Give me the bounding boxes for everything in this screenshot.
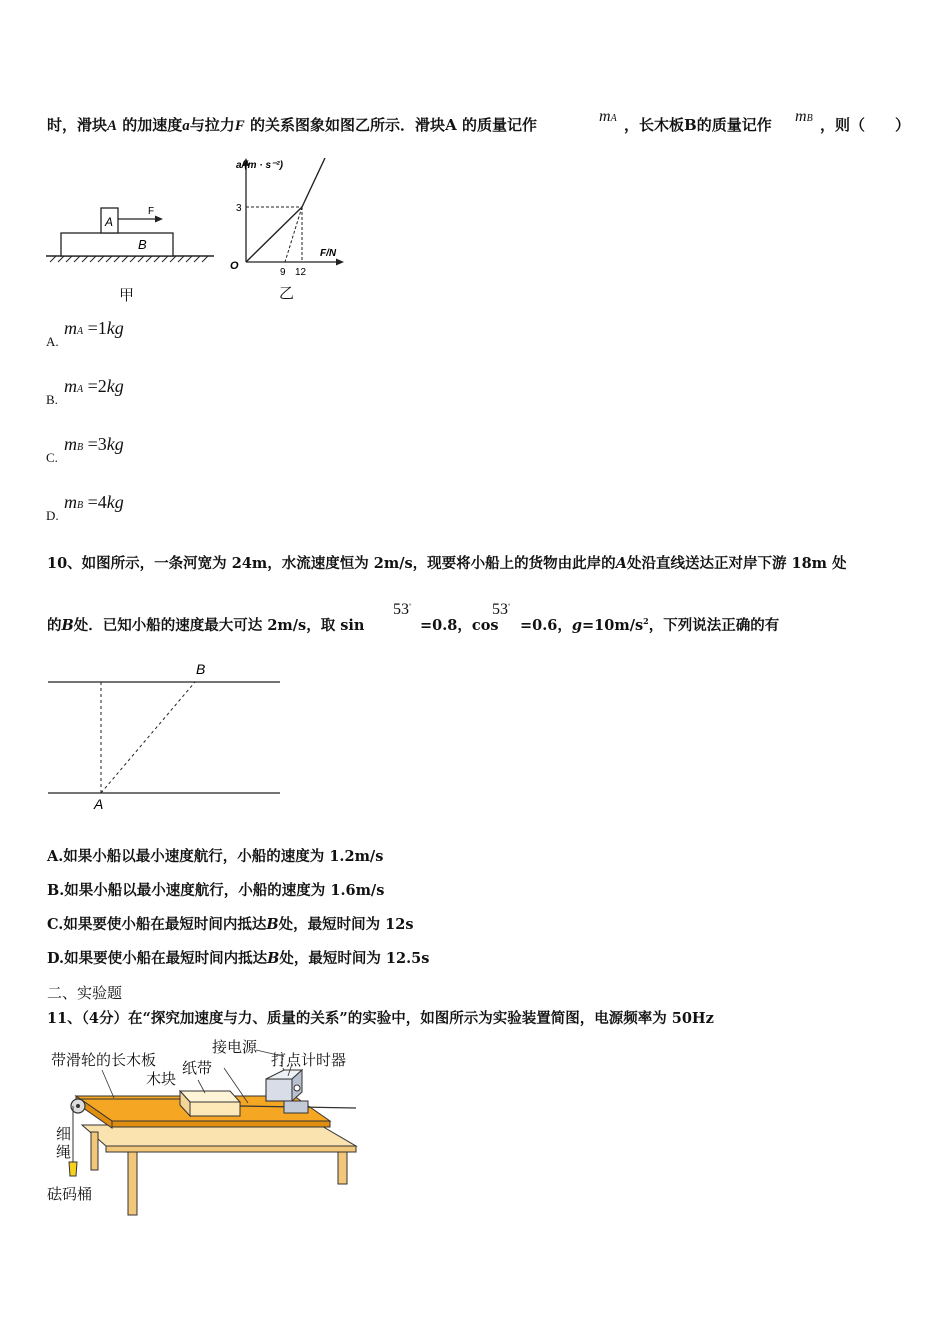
label-weight-bucket: 砝码桶	[47, 1185, 93, 1203]
y-tick-3: 3	[236, 203, 242, 214]
section-heading-experiments: 二、实验题	[47, 984, 123, 1002]
weight-bucket	[69, 1162, 77, 1176]
table-top	[82, 1125, 356, 1146]
point-A-label: A	[94, 796, 104, 812]
x-axis-arrow	[336, 259, 344, 266]
ground-hatch	[46, 256, 214, 262]
q9-figure-yi	[226, 156, 356, 280]
q9-stem-end: ，则（ ）	[820, 116, 911, 134]
origin-label: O	[230, 260, 239, 272]
q11-stem: 11、（4分）在“探究加速度与力、质量的关系”的实验中，如图所示为实验装置简图，电源频率为 50Hz	[47, 1010, 714, 1027]
point-B-label: B	[196, 661, 206, 677]
label-paper-tape: 纸带	[182, 1059, 213, 1077]
table-leg-front-right	[338, 1152, 347, 1184]
path-A-to-B-dashed	[101, 682, 195, 793]
table-leg-front-left	[128, 1152, 137, 1215]
q10-angle-cos: 53°	[492, 601, 511, 618]
label-long-board: 带滑轮的长木板	[51, 1051, 157, 1069]
q10-stem-line2-b: =0.8，cos	[420, 617, 499, 634]
q10-stem-line2-c: =0.6，$g=10m/s^2$，下列说法正确的有	[520, 616, 780, 634]
pulley-axle	[76, 1104, 80, 1108]
table-front	[106, 1146, 356, 1152]
q9-stem-cont: ，长木板B的质量记作	[624, 116, 772, 134]
q10-option-d[interactable]: D.如果要使小船在最短时间内抵达B处，最短时间为 12.5s	[47, 950, 430, 967]
table-leg-back-left	[91, 1132, 98, 1170]
q9-stem: 时，滑块A 的加速度a与拉力F 的关系图象如图乙所示．滑块A 的质量记作	[47, 116, 537, 134]
q10-option-b[interactable]: B.如果小船以最小速度航行，小船的速度为 1.6m/s	[47, 882, 385, 899]
label-timer: 打点计时器	[271, 1051, 347, 1069]
leader-board	[102, 1070, 114, 1098]
q10-angle-sin: 53°	[393, 601, 412, 618]
timer-base	[284, 1101, 308, 1113]
wooden-block-front	[190, 1102, 240, 1116]
force-arrow-head	[155, 216, 163, 223]
q9-caption-yi: 乙	[279, 284, 295, 302]
label-B: B	[138, 237, 147, 252]
x-tick-9: 9	[280, 267, 286, 278]
timer-knob	[294, 1085, 300, 1091]
q9-option-b[interactable]: B. mA =2kg	[46, 376, 124, 407]
timer-body	[266, 1079, 292, 1101]
label-A: A	[105, 215, 114, 229]
q10-stem-line2: 的B处．已知小船的速度最大可达 2m/s，取 sin	[47, 617, 365, 634]
q10-option-a[interactable]: A.如果小船以最小速度航行，小船的速度为 1.2m/s	[47, 848, 384, 865]
label-power: 接电源	[212, 1038, 258, 1056]
y-axis-label: a/(m · s⁻²)	[236, 160, 283, 171]
q10-stem-line1: 10、如图所示，一条河宽为 24m，水流速度恒为 2m/s，现要将小船上的货物由此岸的A处沿直线送达正对岸下游 18m 处	[47, 555, 847, 572]
label-F: F	[148, 206, 155, 217]
label-rope-1: 细	[56, 1125, 72, 1143]
q9-mB-symbol: mB	[795, 108, 813, 125]
graph-segment-1	[246, 207, 302, 262]
q9-option-a[interactable]: A. mA =1kg	[46, 318, 124, 349]
q9-option-d[interactable]: D. mB =4kg	[46, 492, 124, 523]
graph-segment-2	[302, 158, 325, 207]
long-board-edge	[112, 1121, 330, 1127]
board-B	[61, 233, 173, 256]
q9-option-c[interactable]: C. mB =3kg	[46, 434, 124, 465]
q10-option-c[interactable]: C.如果要使小船在最短时间内抵达B处，最短时间为 12s	[47, 916, 414, 933]
label-rope-2: 绳	[56, 1143, 72, 1161]
q9-caption-jia: 甲	[119, 286, 135, 304]
q10-river-figure	[44, 656, 284, 814]
q9-mA-symbol: mA	[599, 108, 617, 125]
x-tick-12: 12	[295, 267, 307, 278]
x-axis-label: F/N	[320, 248, 337, 259]
label-wooden-block: 木块	[146, 1070, 177, 1088]
